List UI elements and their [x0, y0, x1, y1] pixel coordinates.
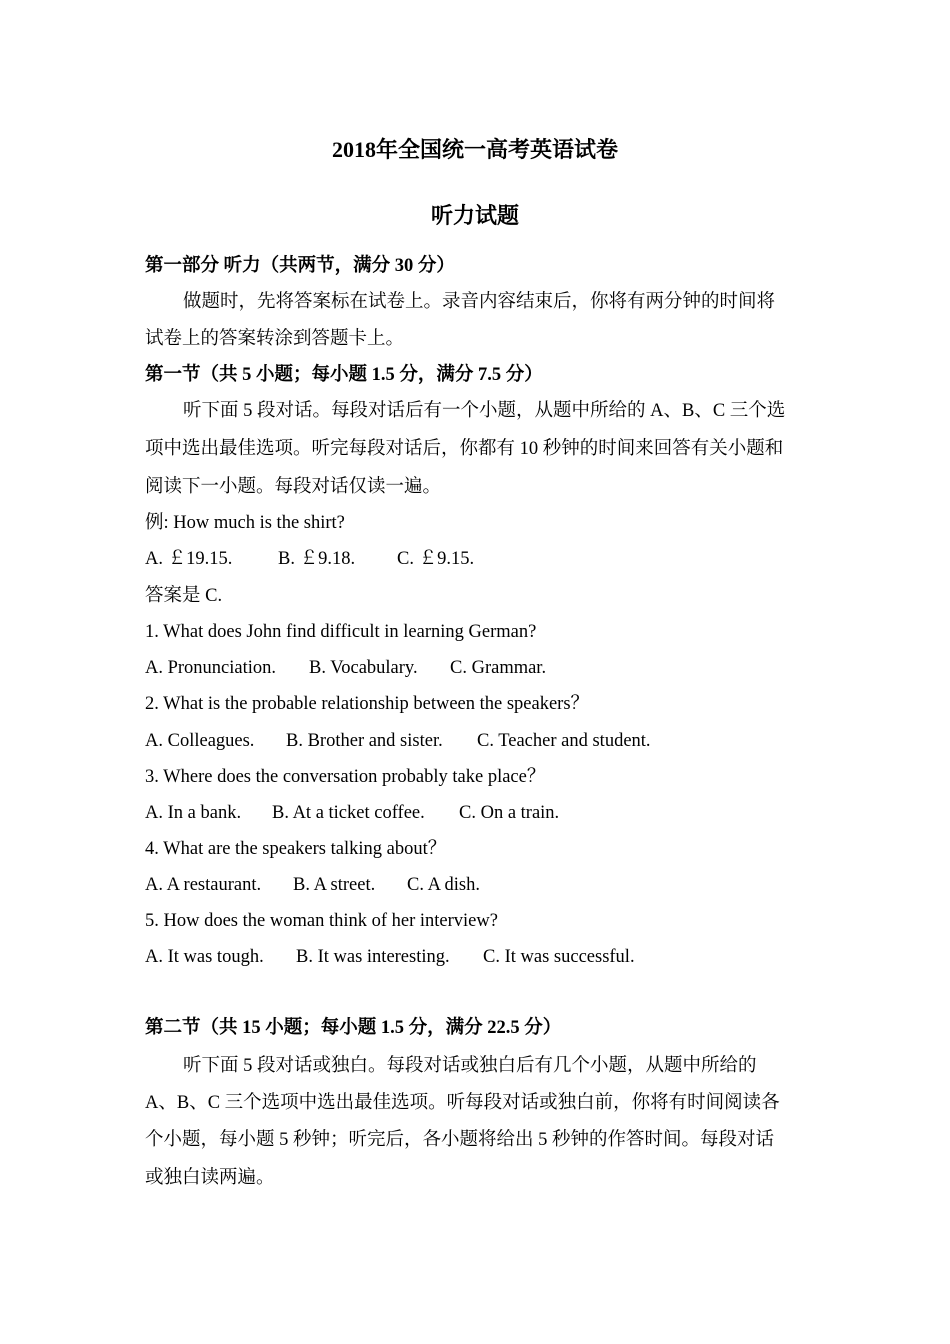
document-title: 2018年全国统一高考英语试卷	[331, 137, 618, 162]
option-a: A. Pronunciation.	[145, 658, 277, 678]
example-answer: 答案是 C.	[145, 586, 223, 606]
question-5-options	[145, 945, 810, 969]
section1-intro-line: 听下面 5 段对话。每段对话后有一个小题，从题中所给的 A、B、C 三个选	[183, 401, 786, 421]
option-b: B. Brother and sister.	[286, 731, 443, 751]
question-2: 2. What is the probable relationship between the speakers？	[145, 694, 590, 714]
option-c: C. ￡9.15.	[397, 549, 475, 569]
option-b: B. At a ticket coffee.	[272, 803, 425, 823]
option-a: A. In a bank.	[145, 803, 242, 823]
option-a: A. ￡19.15.	[145, 549, 233, 569]
question-2-options	[145, 729, 810, 753]
question-4-options	[145, 873, 810, 897]
option-a: A. It was tough.	[145, 947, 264, 967]
section2-intro-line: 个小题，每小题 5 秒钟；听完后，各小题将给出 5 秒钟的作答时间。每段对话	[145, 1130, 775, 1150]
question-3-options	[145, 801, 810, 825]
section2-intro-line: A、B、C 三个选项中选出最佳选项。听每段对话或独白前，你将有时间阅读各	[145, 1093, 780, 1113]
option-c: C. On a train.	[459, 803, 560, 823]
part1-intro-line: 试卷上的答案转涂到答题卡上。	[145, 329, 405, 349]
option-a: A. Colleagues.	[145, 731, 255, 751]
option-c: C. A dish.	[407, 875, 480, 895]
part1-intro-line: 做题时，先将答案标在试卷上。录音内容结束后，你将有两分钟的时间将	[183, 292, 776, 312]
option-b: B. It was interesting.	[296, 947, 450, 967]
part1-heading: 第一部分 听力（共两节，满分 30 分）	[145, 256, 455, 276]
document-subtitle: 听力试题	[430, 203, 519, 228]
question-4: 4. What are the speakers talking about？	[145, 839, 447, 859]
question-5: 5. How does the woman think of her interview?	[145, 911, 498, 931]
question-1: 1. What does John find difficult in learning German?	[145, 622, 537, 642]
option-c: C. Teacher and student.	[477, 731, 651, 751]
question-3: 3. Where does the conversation probably take place？	[145, 767, 546, 787]
option-c: C. Grammar.	[450, 658, 547, 678]
option-b: B. A street.	[293, 875, 376, 895]
section2-heading: 第二节（共 15 小题；每小题 1.5 分，满分 22.5 分）	[145, 1018, 562, 1038]
example-question: 例: How much is the shirt?	[145, 513, 345, 533]
option-a: A. A restaurant.	[145, 875, 262, 895]
section2-intro-line: 听下面 5 段对话或独白。每段对话或独白后有几个小题，从题中所给的	[183, 1056, 757, 1076]
section2-intro-line: 或独白读两遍。	[145, 1168, 275, 1188]
section1-heading: 第一节（共 5 小题；每小题 1.5 分，满分 7.5 分）	[145, 365, 543, 385]
section1-intro-line: 阅读下一小题。每段对话仅读一遍。	[145, 477, 442, 497]
option-b: B. Vocabulary.	[309, 658, 418, 678]
question-1-options	[145, 656, 810, 680]
example-options	[145, 547, 810, 571]
option-c: C. It was successful.	[483, 947, 635, 967]
option-b: B. ￡9.18.	[278, 549, 356, 569]
section1-intro-line: 项中选出最佳选项。听完每段对话后，你都有 10 秒钟的时间来回答有关小题和	[145, 439, 784, 459]
